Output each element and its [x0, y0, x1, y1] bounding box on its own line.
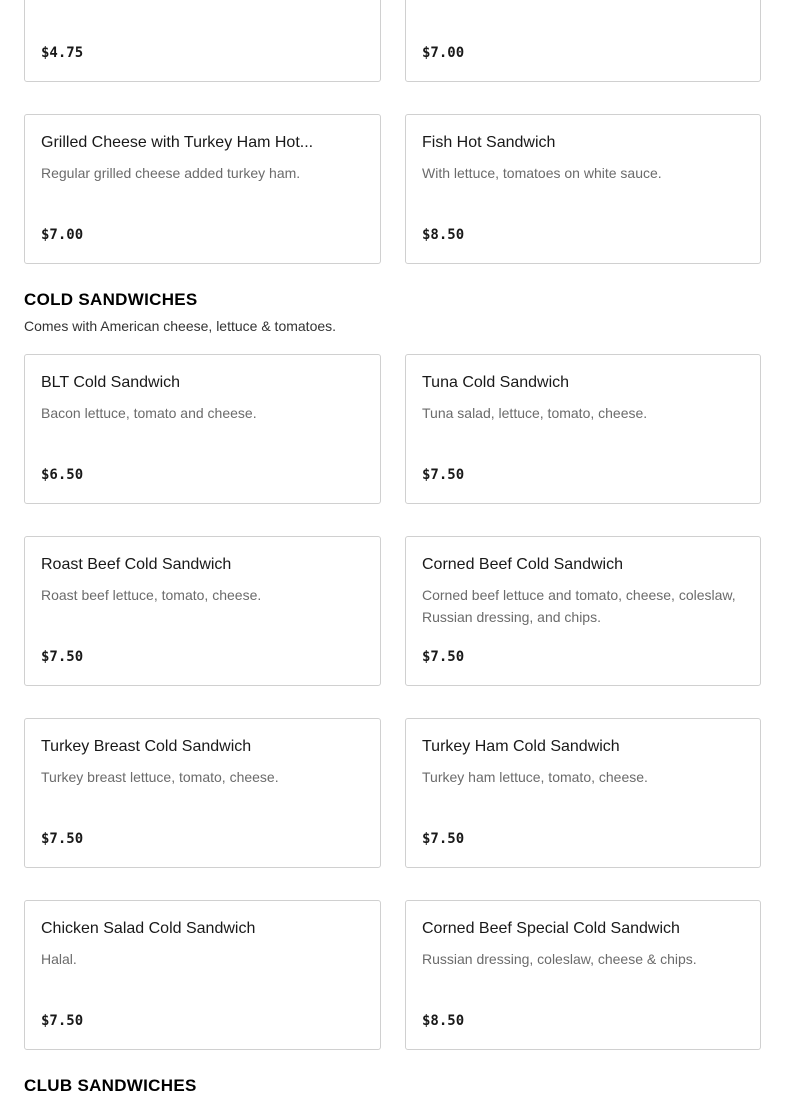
section-title-cold: COLD SANDWICHES	[24, 290, 198, 309]
item-name: Turkey Breast Cold Sandwich	[41, 738, 252, 755]
item-name: Chicken Salad Cold Sandwich	[41, 920, 256, 937]
menu-item-card[interactable]	[405, 354, 761, 504]
item-price: $7.50	[41, 831, 84, 847]
item-name: Tuna Cold Sandwich	[422, 374, 570, 391]
item-name: Fish Hot Sandwich	[422, 134, 556, 151]
menu-item-card[interactable]	[405, 0, 761, 82]
section-subtitle-cold: Comes with American cheese, lettuce & tomatoes.	[24, 318, 337, 334]
item-name: BLT Cold Sandwich	[41, 374, 181, 391]
item-description: Corned beef lettuce and tomato, cheese, coleslaw, Russian dressing, and chips.	[422, 587, 736, 625]
menu-item-card[interactable]	[24, 900, 381, 1050]
menu-item-card[interactable]	[24, 0, 381, 82]
item-price: $4.75	[41, 45, 84, 61]
item-price: $8.50	[422, 227, 465, 243]
menu-item-card[interactable]	[24, 354, 381, 504]
item-name: Corned Beef Cold Sandwich	[422, 556, 624, 573]
section-title-club: CLUB SANDWICHES	[24, 1076, 197, 1095]
item-description: Halal.	[41, 951, 77, 967]
item-price: $7.50	[422, 831, 465, 847]
item-description: Turkey ham lettuce, tomato, cheese.	[422, 769, 648, 785]
item-description: Turkey breast lettuce, tomato, cheese.	[41, 769, 279, 785]
item-description: Tuna salad, lettuce, tomato, cheese.	[422, 405, 648, 421]
menu-item-card[interactable]	[24, 718, 381, 868]
item-price: $7.50	[41, 1013, 84, 1029]
item-price: $7.50	[422, 467, 465, 483]
item-price: $8.50	[422, 1013, 465, 1029]
item-price: $7.50	[41, 649, 84, 665]
item-price: $7.00	[41, 227, 84, 243]
item-description: Bacon lettuce, tomato and cheese.	[41, 405, 257, 421]
item-description: Russian dressing, coleslaw, cheese & chips.	[422, 951, 697, 967]
item-price: $7.00	[422, 45, 465, 61]
item-name: Turkey Ham Cold Sandwich	[422, 738, 620, 755]
menu-item-card[interactable]	[405, 114, 761, 264]
item-description: Regular grilled cheese added turkey ham.	[41, 165, 301, 181]
item-name: Corned Beef Special Cold Sandwich	[422, 920, 680, 937]
item-name: Grilled Cheese with Turkey Ham Hot...	[41, 134, 314, 151]
menu-item-card[interactable]	[24, 536, 381, 686]
menu-item-card[interactable]	[405, 718, 761, 868]
item-description: With lettuce, tomatoes on white sauce.	[422, 165, 662, 181]
item-name: Roast Beef Cold Sandwich	[41, 556, 232, 573]
item-description: Roast beef lettuce, tomato, cheese.	[41, 587, 262, 603]
item-price: $6.50	[41, 467, 84, 483]
menu-item-card[interactable]	[405, 536, 761, 686]
item-price: $7.50	[422, 649, 465, 665]
menu-item-card[interactable]	[405, 900, 761, 1050]
menu-item-card[interactable]	[24, 114, 381, 264]
